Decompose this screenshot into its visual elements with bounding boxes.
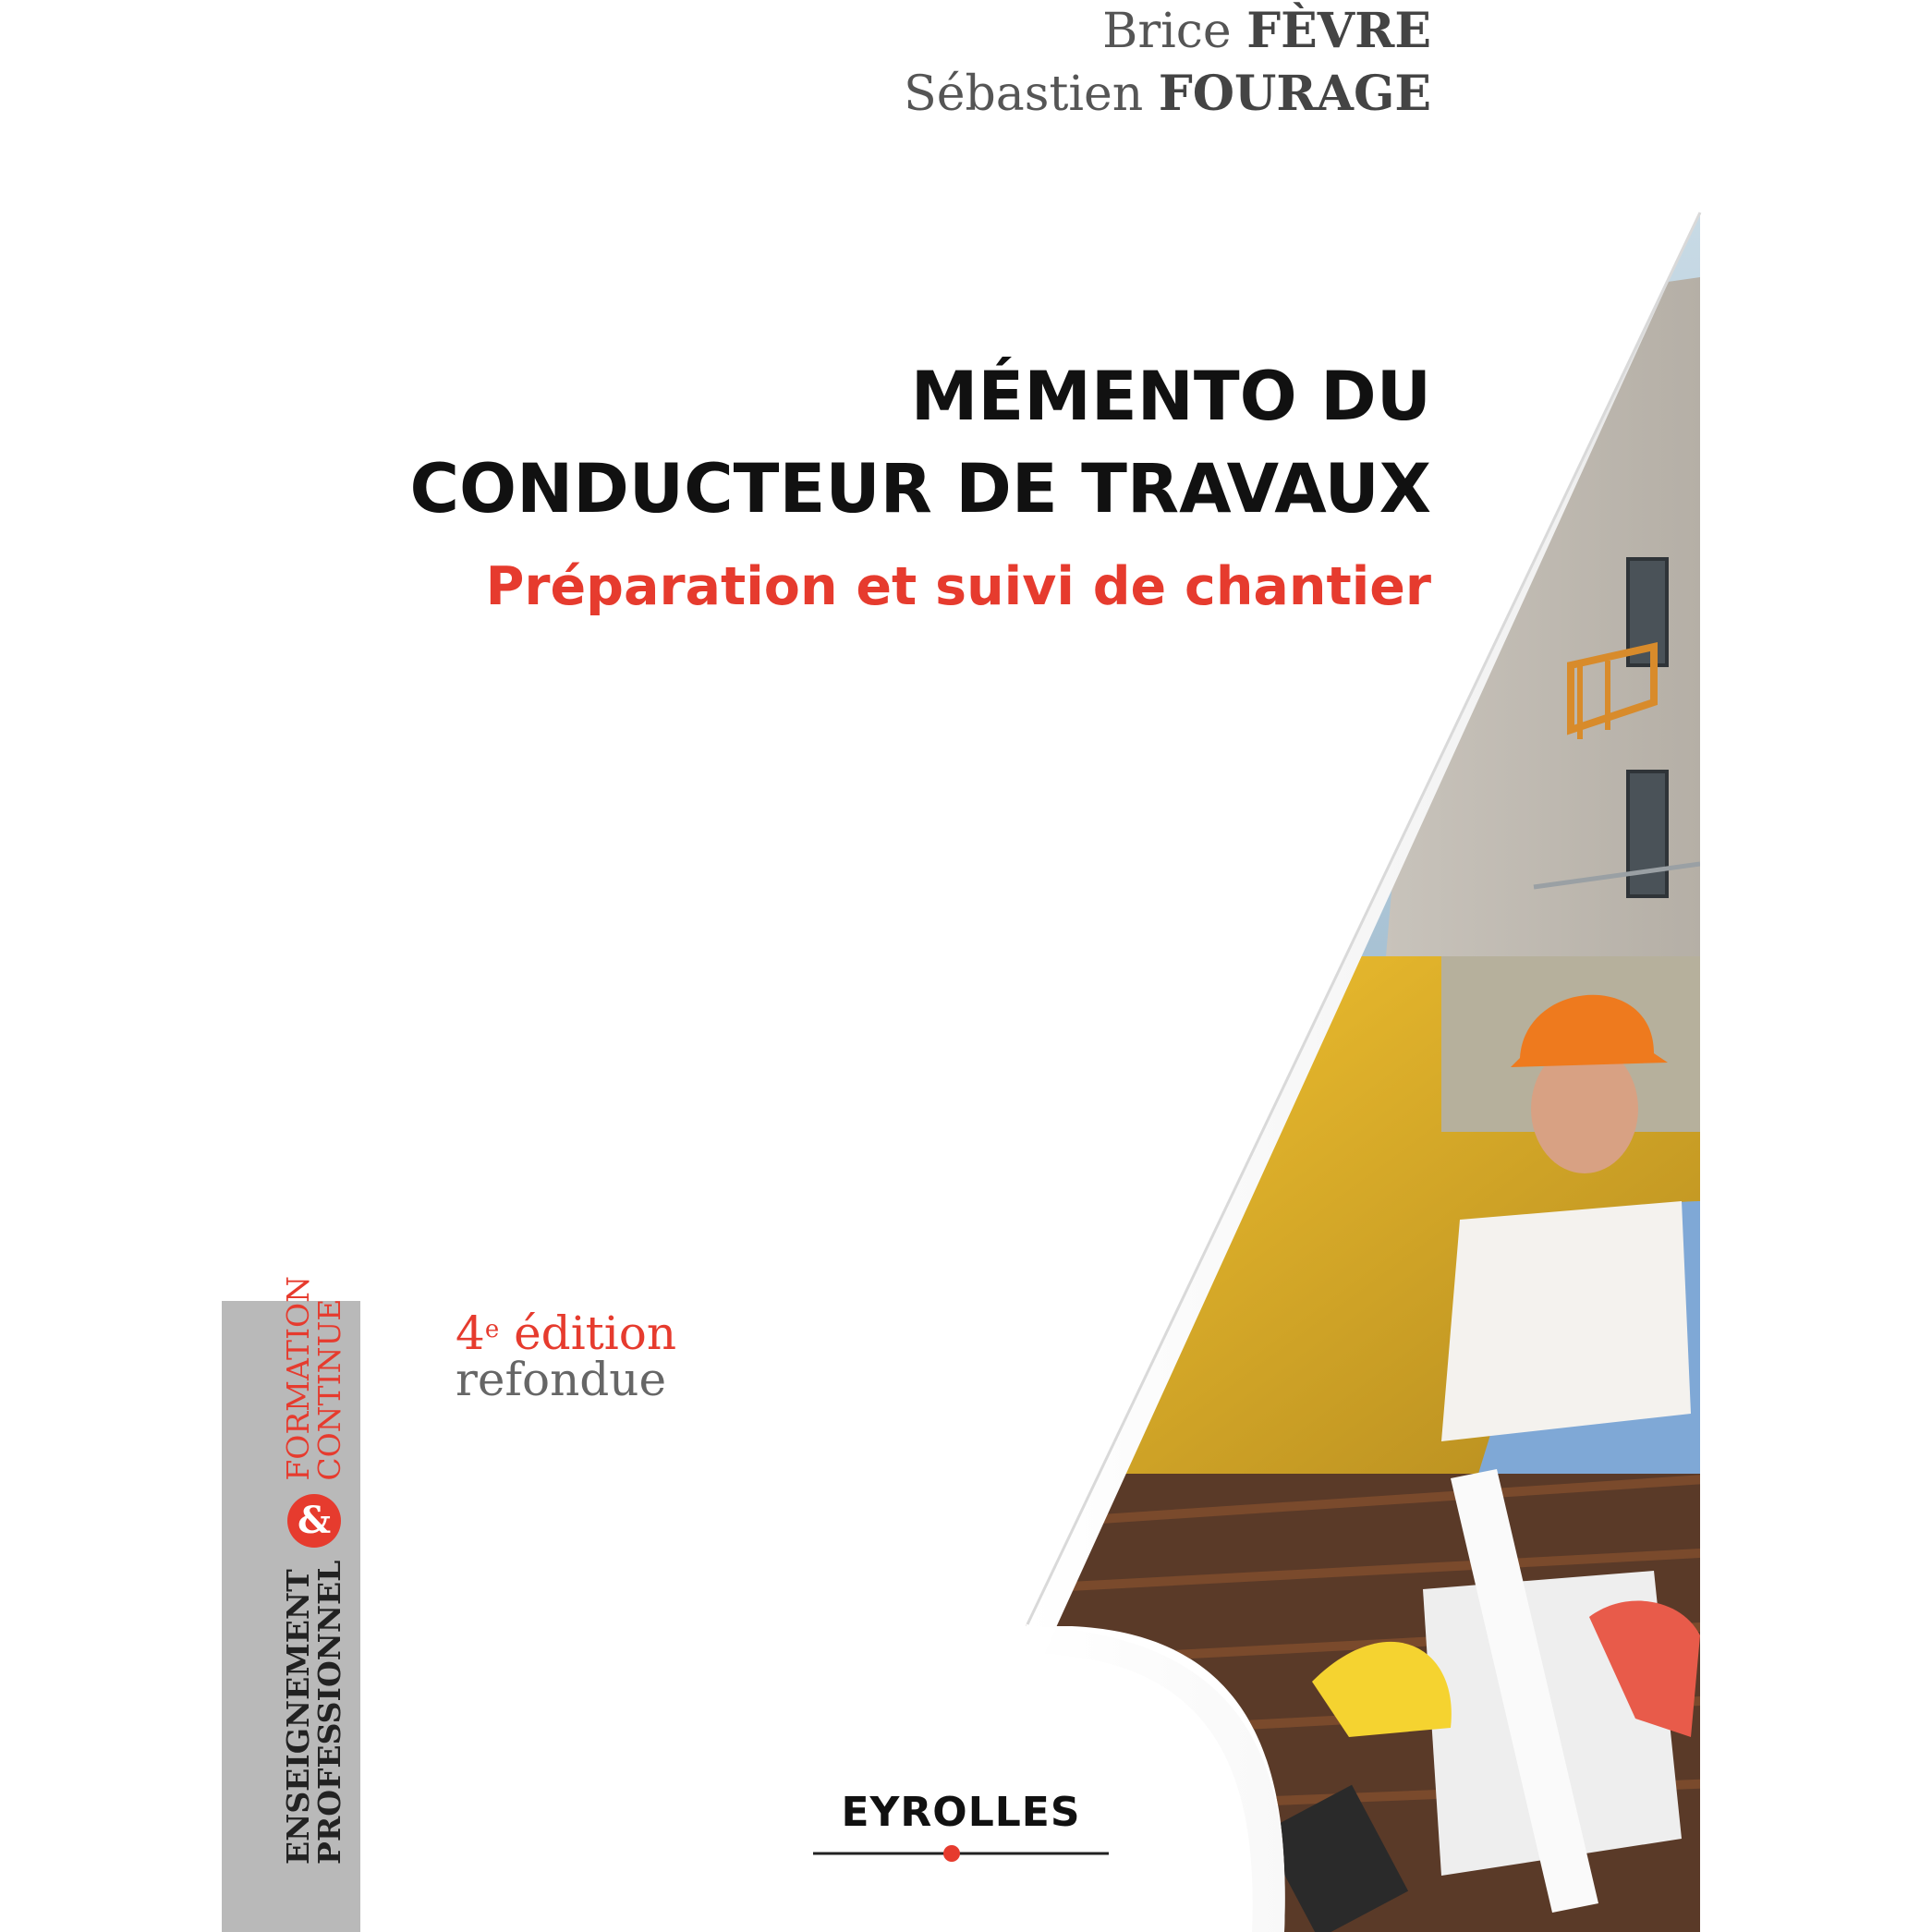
title-line-2: CONDUCTEUR DE TRAVAUX bbox=[409, 450, 1431, 529]
author-first-name: Brice bbox=[1102, 4, 1232, 59]
collection-line-2: PROFESSIONNEL bbox=[311, 1560, 347, 1865]
author-first-name: Sébastien bbox=[904, 67, 1144, 122]
edition-superscript: e bbox=[484, 1316, 500, 1343]
engineer-photo bbox=[1016, 956, 1719, 1474]
title-line-1: MÉMENTO DU bbox=[910, 358, 1431, 436]
edition-refondue: refondue bbox=[456, 1353, 667, 1406]
book-title bbox=[409, 351, 1431, 536]
edition-note bbox=[456, 1306, 677, 1406]
collection-label bbox=[280, 1276, 347, 1865]
publisher-name: EYROLLES bbox=[841, 1789, 1081, 1836]
collection-right bbox=[280, 1276, 347, 1481]
collection-line-3: FORMATION bbox=[280, 1276, 316, 1481]
edition-number bbox=[456, 1306, 677, 1360]
publisher-logo bbox=[813, 1789, 1109, 1836]
edition-word: édition bbox=[499, 1306, 677, 1360]
book-subtitle: Préparation et suivi de chantier bbox=[485, 556, 1431, 617]
ampersand-badge: & bbox=[287, 1494, 341, 1548]
tools-photo bbox=[1016, 1469, 1719, 1932]
author-last-name: FOURAGE bbox=[1158, 66, 1431, 122]
edition-digit: 4 bbox=[456, 1306, 485, 1360]
publisher-dot bbox=[943, 1845, 960, 1862]
author-last-name: FÈVRE bbox=[1246, 3, 1431, 59]
collection-left bbox=[280, 1560, 347, 1865]
collection-line-4: CONTINUE bbox=[311, 1298, 347, 1481]
collection-line-1: ENSEIGNEMENT bbox=[280, 1569, 316, 1865]
